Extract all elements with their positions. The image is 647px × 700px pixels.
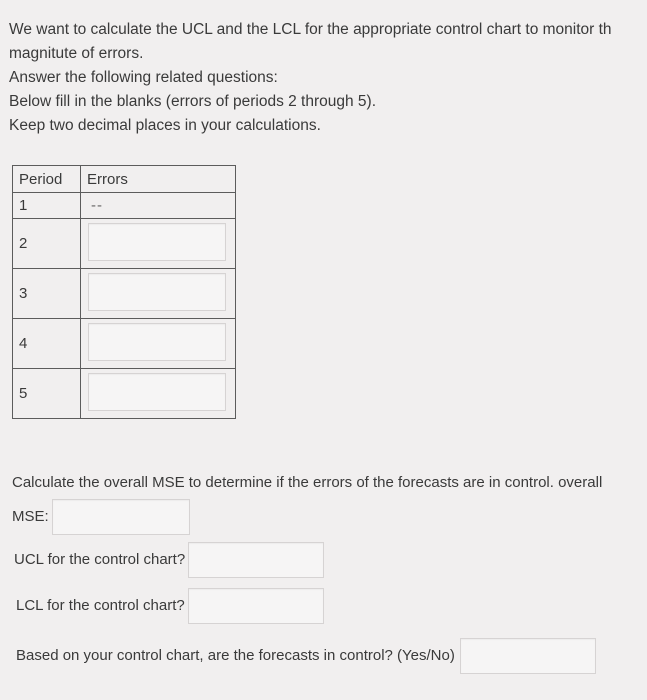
mse-question-text: Calculate the overall MSE to determine if the errors of the forecasts are in control. overall xyxy=(12,474,603,491)
lcl-input[interactable] xyxy=(188,588,324,624)
table-row xyxy=(13,319,236,369)
error-input-period-3[interactable] xyxy=(88,273,226,311)
period-header: Period xyxy=(13,166,81,193)
instruction-line-4: Below fill in the blanks (errors of periods 2 through 5). xyxy=(9,93,377,110)
table-row xyxy=(13,369,236,419)
instruction-line-3: Answer the following related questions: xyxy=(9,69,278,86)
error-input-period-5[interactable] xyxy=(88,373,226,411)
period-cell: 3 xyxy=(13,269,81,319)
mse-question xyxy=(12,471,642,535)
errors-table xyxy=(12,165,236,419)
in-control-input[interactable] xyxy=(460,638,596,674)
period-cell: 4 xyxy=(13,319,81,369)
ucl-question xyxy=(14,542,324,578)
instruction-line-5: Keep two decimal places in your calculations. xyxy=(9,117,321,134)
mse-answer-row xyxy=(12,499,642,535)
in-control-question xyxy=(16,638,596,674)
lcl-question xyxy=(16,588,324,624)
mse-label: MSE: xyxy=(12,508,49,525)
period-cell: 1 xyxy=(13,193,81,219)
instruction-line-2: magnitute of errors. xyxy=(9,45,144,62)
error-cell xyxy=(81,219,236,269)
ucl-input[interactable] xyxy=(188,542,324,578)
error-value: -- xyxy=(91,197,103,214)
error-input-period-4[interactable] xyxy=(88,323,226,361)
in-control-label: Based on your control chart, are the forecasts in control? (Yes/No) xyxy=(16,647,455,664)
error-cell xyxy=(81,193,236,219)
mse-input[interactable] xyxy=(52,499,190,535)
instructions xyxy=(9,18,647,138)
period-cell: 2 xyxy=(13,219,81,269)
error-cell xyxy=(81,319,236,369)
lcl-label: LCL for the control chart? xyxy=(16,597,185,614)
errors-header: Errors xyxy=(81,166,236,193)
error-cell xyxy=(81,369,236,419)
instruction-line-1: We want to calculate the UCL and the LCL for the appropriate control chart to monitor th xyxy=(9,21,612,38)
table-row xyxy=(13,219,236,269)
table-row xyxy=(13,193,236,219)
error-cell xyxy=(81,269,236,319)
table-row xyxy=(13,269,236,319)
period-cell: 5 xyxy=(13,369,81,419)
table-header-row xyxy=(13,166,236,193)
ucl-label: UCL for the control chart? xyxy=(14,551,186,568)
error-input-period-2[interactable] xyxy=(88,223,226,261)
